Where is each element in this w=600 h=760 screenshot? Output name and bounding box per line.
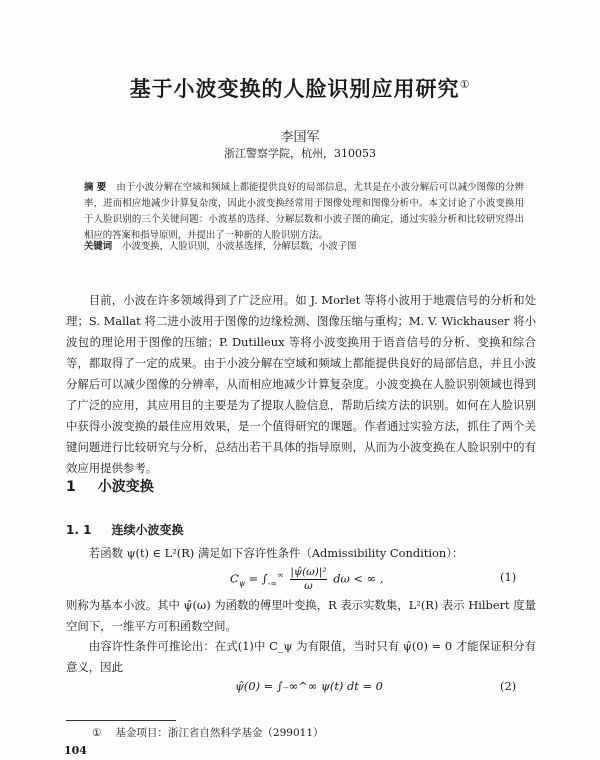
- eq1-integral: = ∫: [248, 571, 268, 586]
- section-heading: [66, 476, 154, 496]
- section-number: 1: [66, 479, 76, 495]
- author-affiliation: 浙江警察学院，杭州，310053: [224, 147, 376, 160]
- title-text: 基于小波变换的人脸识别应用研究: [129, 77, 460, 101]
- title-footnote-mark: ①: [459, 78, 471, 91]
- abstract-text: 由于小波分解在空域和频域上都能提供良好的局部信息，尤其是在小波分解后可以减少图像的分辨率，进而相应地减少计算复杂度，因此小波变换经常用于图像处理和图像分析中。本文讨论了小波变换用于人脸识别的三个关键问题：小波基的选择、分解层数和小波子图的确定，通过实验分析和比较研究得出相应的答案和指导原则，并提出了一种新的人脸识别方法。: [84, 182, 524, 241]
- equation-2-number: (2): [500, 679, 517, 693]
- abstract: [84, 180, 524, 244]
- subsection-heading: [66, 521, 183, 538]
- subsection-number: 1. 1: [66, 523, 92, 537]
- footnote-rule: [66, 720, 176, 721]
- equation-1: [230, 566, 383, 593]
- eq1-denominator: ω: [290, 579, 326, 593]
- author-name: 李国军: [280, 130, 320, 145]
- abstract-label: 摘 要: [84, 182, 107, 193]
- intro-paragraph: 目前，小波在许多领域得到了广泛应用。如 J. Morlet 等将小波用于地震信号的分析和处理；S. Mallat 将二进小波用于图像的边缘检测、图像压缩与重构；M. V. Wickhauser 将小波包的理论用于图像的压缩；P. Dutilleux 等将小波变换用于语音信号的分析、变换和综合等，都取得了一定的成果。由于小波分解在空域和频域上都能提供良好的局部信息，并且小波分解后可以减少图像的分辨率，从而相应地减少计算复杂度。小波变换在人脸识别领域也得到了广泛的应用，其应用目的主要是为了提取人脸信息，帮助后续方法的识别。如何在人脸识别中获得小波变换的最佳应用效果，是一个值得研究的课题。作者通过实验方法，抓住了两个关键问题进行比较研究与分析，总结出若干具体的指导原则，从而为小波变换在人脸识别中的有效应用提供参考。: [66, 293, 536, 475]
- footnote: [92, 725, 324, 740]
- eq1-numerator: |ψ̂(ω)|²: [290, 566, 327, 578]
- keywords-text: 小波变换，人脸识别，小波基选择，分解层数，小波子图: [122, 241, 357, 252]
- eq1-lhs-sub: ψ: [238, 578, 245, 588]
- subsection-title: 连续小波变换: [111, 523, 184, 537]
- eq1-int-lower: -∞: [267, 578, 278, 588]
- equation-2: ψ̂(0) = ∫₋∞^∞ ψ(t) dt = 0: [235, 679, 383, 693]
- section-title: 小波变换: [97, 479, 154, 495]
- paragraph-basic-wavelet: 则称为基本小波。其中 ψ̂(ω) 为函数的傅里叶变换，R 表示实数集，L²(R) 表示 Hilbert 度量空间下，一维平方可积函数空间。: [66, 598, 536, 633]
- eq1-lhs: C: [230, 571, 239, 586]
- paragraph-admissibility-inference: 由容许性条件可推论出：在式(1)中 C_ψ 为有限值，当时只有 ψ̂(0) = 0 才能保证积分有意义，因此: [66, 639, 536, 674]
- paragraph-admissibility: 若函数 ψ(t) ∈ L²(R) 满足如下容许性条件（Admissibility Condition）：: [88, 546, 464, 560]
- page-number: 104: [64, 744, 87, 757]
- footnote-mark: ①: [92, 727, 102, 739]
- keywords: [84, 238, 524, 252]
- eq1-rest: dω < ∞ ,: [333, 571, 384, 586]
- eq1-fraction: [290, 566, 326, 593]
- keywords-label: 关键词: [84, 241, 113, 252]
- eq1-int-upper: ∞: [277, 570, 284, 580]
- equation-1-number: (1): [500, 570, 517, 584]
- footnote-text: 基金项目：浙江省自然科学基金（299011）: [115, 727, 324, 739]
- paper-title: [0, 73, 600, 103]
